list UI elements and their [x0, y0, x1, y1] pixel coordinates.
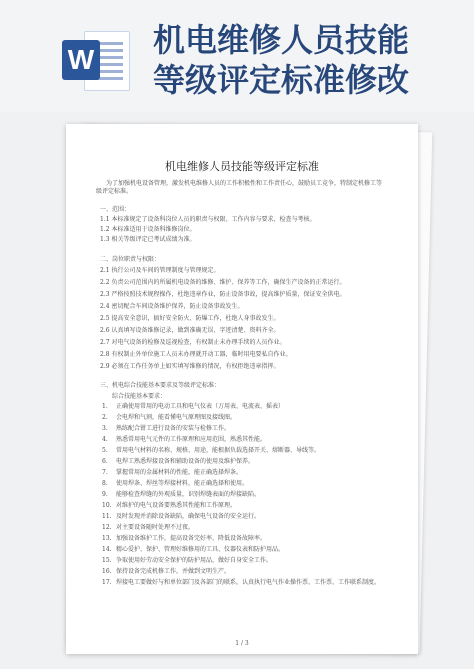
document-title: 机电维修人员技能等级评定标准: [165, 160, 319, 173]
intro-line: 为了加强机电设备管理，激发机电维修人员的工作积极性和工作责任心，鼓励员工竞争，特制定机修工等: [106, 180, 383, 187]
list-number: 1.: [102, 403, 108, 410]
list-number: 13.: [102, 535, 112, 542]
section1-item: 1.2 本标准适用于设备科维修岗位。: [100, 226, 196, 233]
list-item: 掌握常用的金属材料的性能，能正确选择焊条。: [116, 469, 243, 476]
section2-heading: 二、岗位职责与权限：: [100, 256, 161, 263]
list-item: 精心爱护、保护、管理好维修用的工具、仪器仪表和防护用品。: [116, 546, 285, 553]
list-item: 对维护的电气设备要熟悉其性能和工作原理。: [116, 502, 237, 509]
section1-heading: 一、范围：: [100, 206, 131, 213]
list-item: 对主要设备随时处理不过夜。: [116, 524, 195, 531]
page-indicator: 1 / 3: [235, 640, 249, 647]
list-item: 争取使用好劳动安全保护的防护用品，做好自身安全工作。: [116, 557, 273, 564]
list-item: 熟悉常用电气元件的工作原理和应用范围，熟悉其性能。: [116, 436, 267, 443]
section1-item: 1.3 相关等级评定已考试成绩为准。: [100, 236, 196, 243]
list-number: 15.: [102, 557, 112, 564]
section2-item: 2.6 认真填写设备维修记录，做到准确无误、字迹清楚、资料齐全。: [100, 327, 280, 334]
banner-title-line2: 等级评定标准修改: [153, 61, 410, 99]
section2-item: 2.2 负责公司范围内的所属机电设备的维修、维护、保养等工作，确保生产设备的正常运行。: [100, 279, 346, 286]
list-number: 9.: [102, 491, 108, 498]
list-number: 6.: [102, 458, 108, 465]
list-item: 焊接电工要做好与和单位部门及各部门的联系，认真执行电气作业操作票、工作票、工作联系制度。: [116, 579, 381, 586]
list-item: 及时发现并消除设备缺陷，确保电气设备的安全运行。: [116, 513, 261, 520]
list-number: 14.: [102, 546, 112, 553]
list-item: 正确使用常用的电动工具和电气仪表（万用表、电流表、摇表）: [116, 403, 285, 410]
section1-item: 1.1 本标准规定了设备科岗位人员的职责与权限、工作内容与要求、检查与考核。: [100, 216, 316, 223]
list-item: 常用电气材料的名称、规格、用途，能根据负载选择开关、熔断器、导线等。: [116, 447, 321, 454]
section2-item: 2.4 密切配合车间设备维护保养，防止设备事故发生。: [100, 303, 244, 310]
list-number: 8.: [102, 480, 108, 487]
list-number: 11.: [102, 513, 112, 520]
list-number: 3.: [102, 425, 108, 432]
header-banner: [0, 0, 474, 112]
list-number: 4.: [102, 436, 108, 443]
list-number: 5.: [102, 447, 108, 454]
section2-item: 2.1 执行公司及车间的管理制度与管理规定。: [100, 267, 220, 274]
intro-line: 级评定标准。: [96, 188, 133, 195]
section3-heading: 三、机电综合技能基本要求及等级评定标准：: [100, 382, 221, 389]
list-number: 10.: [102, 502, 112, 509]
banner-title-line1: 机电维修人员技能: [153, 21, 410, 59]
word-document-icon: [62, 31, 128, 89]
list-number: 16.: [102, 568, 112, 575]
section2-item: 2.3 严格按照技术规程操作，杜绝违章作业，防止设备事故，提高维护质量，保证安全供电。: [100, 291, 346, 298]
section2-item: 2.9 必须在工作任务单上如实填写维修的情况，有权拒绝违章指挥。: [100, 363, 280, 370]
list-item: 使用焊条、焊丝等焊接材料，能正确选择和使用。: [116, 480, 249, 487]
list-item: 电焊工熟悉焊接设备和辅助设备的使用及维护保养。: [116, 458, 255, 465]
document-page: [66, 124, 418, 654]
list-item: 熟练配合钳工进行设备的安装与检修工作。: [116, 425, 231, 432]
section2-item: 2.7 对电气设备的检修及巡视检查，有权制止未办理手续的人员作业。: [100, 339, 286, 346]
list-item: 能够检查焊缝的外观质量，识别焊缝表面的焊接缺陷。: [116, 491, 261, 498]
list-number: 7.: [102, 469, 108, 476]
section2-item: 2.8 有权制止外单位施工人员未办理就开动工器，临时用电要私自作业。: [100, 351, 292, 358]
list-number: 17.: [102, 579, 112, 586]
list-item: 会电焊和气割，能看懂电气原理图及接线图。: [116, 414, 237, 421]
list-item: 保持设备完成机修工作，并做到文明生产。: [116, 568, 231, 575]
word-logo-badge: W: [62, 40, 100, 80]
list-number: 2.: [102, 414, 108, 421]
list-item: 加强设备维护工作，提高设备完好率、降低设备故障率。: [116, 535, 267, 542]
section2-item: 2.5 提高安全意识，搞好安全防火、防爆工作，杜绝人身事故发生。: [100, 315, 280, 322]
section3-subheading: 综合技能基本要求：: [112, 393, 167, 400]
list-number: 12.: [102, 524, 112, 531]
